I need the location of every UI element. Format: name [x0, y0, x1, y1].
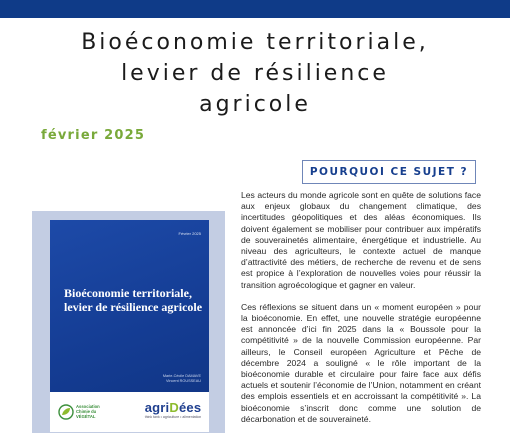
leaf-icon — [58, 404, 74, 420]
paragraph-1: Les acteurs du monde agricole sont en quête de solutions face aux enjeux globaux du changement climatique, des incertitudes géopolitiques et des aléas économiques. Ils doivent également se mobiliser pour contribuer aux impératifs de souverainetés alimentaire, énergétique et industrielle. Au niveau des agriculteurs, le contexte actuel de manque d’attractivité des métiers, de recherche de revenu et de sens est propice à l’exploration de nouvelles voies pour réussir la transition agroécologique et gagner en valeur. — [241, 190, 481, 290]
cover-author-1: Marie-Cécile DAMAVE — [162, 374, 201, 378]
cover-footer — [50, 392, 209, 432]
agridees-logo — [142, 401, 204, 425]
logo-right-suffix: ées — [178, 400, 202, 415]
cover-author-2: Vincent ROUSSEAU — [166, 379, 201, 383]
header-bar — [0, 0, 510, 18]
title-line-1: Bioéconomie territoriale, — [81, 30, 429, 55]
section-heading: POURQUOI CE SUJET ? — [302, 160, 476, 184]
logo-right-prefix: agri — [144, 400, 170, 415]
document-title — [0, 27, 510, 120]
cover-title-line-2: levier de résilience agricole — [64, 300, 203, 314]
title-line-2: levier de résilience — [121, 61, 389, 86]
cover-date: Février 2025 — [178, 231, 201, 236]
logo-right-tagline: think tank • agriculture • alimentation — [144, 415, 202, 419]
logo-left-line-1: Association — [76, 404, 100, 409]
cover-authors — [141, 374, 201, 384]
body-text — [241, 190, 481, 436]
publication-date: février 2025 — [41, 128, 146, 143]
cover-title-line-1: Bioéconomie territoriale, — [64, 286, 192, 300]
logo-left-line-3: VÉGÉTAL — [76, 413, 96, 419]
title-line-3: agricole — [199, 92, 311, 117]
chimie-du-vegetal-logo — [58, 400, 118, 424]
paragraph-2: Ces réflexions se situent dans un « moment européen » pour la bioéconomie. En effet, une nouvelle stratégie européenne est annoncée d’ici fin 2025 dans la « Boussole pour la compétitivité » de la nouvelle Commission européenne. Par ailleurs, le Conseil européen Agriculture et Pêche de décembre 2024 a souligné « le rôle important de la bioéconomie durable et circulaire pour faire face aux défis actuels et soutenir l’économie de l’Union, notamment en créant des emplois essentiels et en accroissant la compétitivité ». La bioéconomie s’inscrit donc comme une solution de décarbonation et de souveraineté. — [241, 301, 481, 424]
report-cover-image[interactable] — [50, 220, 209, 432]
logo-right-accent: D — [169, 400, 179, 415]
cover-title — [64, 286, 204, 314]
logo-left-line-2: Chimie du — [76, 408, 97, 414]
